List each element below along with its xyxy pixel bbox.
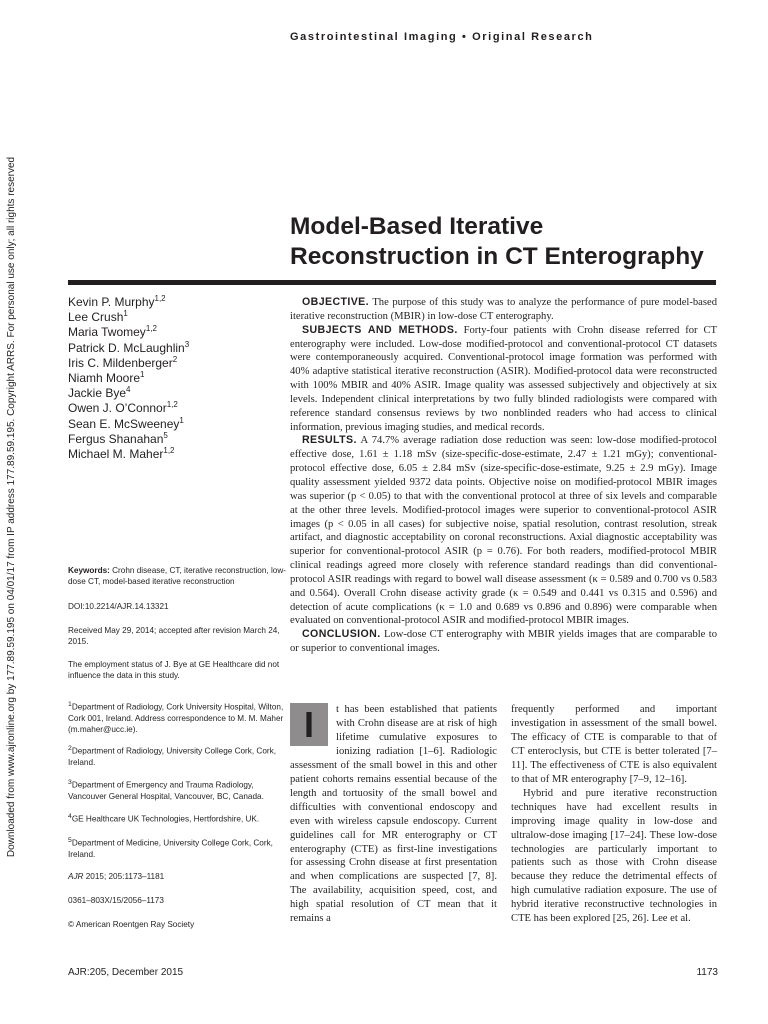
doi: DOI:10.2214/AJR.14.13321 (68, 602, 169, 611)
abstract-conclusion: CONCLUSION. Low-dose CT enterography with MBIR yields images that are comparable to or superior to conventional images. (290, 628, 717, 655)
title-line: Reconstruction in CT Enterography (290, 243, 704, 270)
affiliation: $^2$Department of Radiology, University College Cork, Cork, Ireland. (68, 745, 276, 767)
abstract-objective: OBJECTIVE. The purpose of this study was to analyze the performance of pure model-based iterative reconstruction (MBIR) in low-dose CT enterography. (290, 296, 717, 322)
author: Lee Crush$^1$ (68, 309, 128, 325)
author: Sean E. McSweeney$^1$ (68, 415, 184, 431)
title-rule (68, 280, 716, 285)
abstract (290, 296, 717, 656)
affiliation: $^1$Department of Radiology, Cork University Hospital, Wilton, Cork 001, Ireland. Address correspondence to M. M. Maher (m.maher@ucc.ie). (68, 701, 284, 735)
affiliation: $^5$Department of Medicine, University College Cork, Cork, Ireland. (68, 837, 273, 859)
citation: AJR 2015; 205:1173–1181 (68, 872, 165, 881)
employment-note: The employment status of J. Bye at GE Healthcare did not influence the data in this study. (68, 660, 280, 681)
footer-journal: AJR:205, December 2015 (68, 967, 184, 978)
issn: 0361–803X/15/2056–1173 (68, 896, 164, 905)
section-header: Gastrointestinal Imaging • Original Research (290, 31, 594, 43)
body-column-2: frequently performed and important investigation in assessment of the small bowel. The efficacy of CTE is comparable to that of CT enteroclysis, but CTE is better tolerated [7–11]. The effectiveness of CTE is also equivalent to that of MR enterography [7–9, 12–16]. Hybrid and pure iterative reconstruction techniques have had excellent results in improving image quality in low-dose and ultralow-dose imaging [17–24]. These low-dose technologies are particularly important to patients such as those with Crohn disease because they reduce the detrimental effects of high cumulative radiation exposure. The use of hybrid iterative reconstructive technologies in CTE has been explored [25, 26]. Lee et al. (511, 704, 717, 925)
affiliation: $^4$GE Healthcare UK Technologies, Hertfordshire, UK. (68, 813, 260, 824)
author: Iris C. Mildenberger$^2$ (68, 354, 178, 370)
author: Kevin P. Murphy$^{1,2}$ (68, 294, 166, 309)
article-title (290, 212, 750, 272)
author: Jackie Bye$^4$ (68, 385, 131, 401)
author: Maria Twomey$^{1,2}$ (68, 324, 157, 340)
author: Owen J. O’Connor$^{1,2}$ (68, 400, 178, 416)
author: Patrick D. McLaughlin$^3$ (68, 339, 190, 355)
author: Fergus Shanahan$^5$ (68, 430, 168, 446)
title-line: Model-Based Iterative (290, 213, 544, 240)
drop-cap: I (290, 703, 328, 746)
received-date: Received May 29, 2014; accepted after revision March 24, 2015. (68, 626, 280, 647)
author: Michael M. Maher$^{1,2}$ (68, 446, 175, 462)
body-column-1: I t has been established that patients with Crohn disease are at risk of high lifetime cumulative exposures to ionizing radiation [1–6]. Radiologic assessment of the small bowel in this and other patient cohorts remains essential because of the length and tortuosity of the small bowel and difficulties with conventional endoscopy and even with wireless capsule endoscopy. Current guidelines call for MR enterography or CT enterography (CTE) as first-line investigations for assessing Crohn disease at first presentation and when complications are suspected [7, 8]. The availability, acquisition speed, cost, and high spatial resolution of CT mean that it remains a (290, 704, 497, 925)
keywords: Keywords: Crohn disease, CT, iterative reconstruction, low-dose CT, model-based iterative reconstruction (68, 566, 286, 587)
author: Niamh Moore$^1$ (68, 370, 145, 386)
page-number: 1173 (696, 967, 718, 978)
copyright: © American Roentgen Ray Society (68, 920, 195, 929)
abstract-results: RESULTS. A 74.7% average radiation dose reduction was seen: low-dose modified-protocol effective dose, 1.61 ± 1.18 mSv (size-specific-dose-estimate, 2.47 ± 1.21 mGy); conventional-protocol effective dose, 6.05 ± 2.84 mSv (size-specific-dose-estimate, 9.25 ± 2.9 mGy). Image quality assessment yielded 9372 data points. Objective noise on modified-protocol MBIR images was superior (p < 0.05) to that with the conventional protocol at three of six levels and comparable at the other three levels. Modified-protocol images were superior to conventional-protocol ASIR images (p < 0.05 in all cases) for subjective noise, spatial resolution, contrast resolution, streak artifact, and diagnostic acceptability on coronal reconstructions. Axial diagnostic acceptability was superior for conventional-protocol ASIR (p = 0.76). For both readers, modified-protocol MBIR clinical readings agreed more closely with reference standard readings than did conventional-protocol ASIR readings with regard to bowel wall disease assessment (κ = 0.589 and 0.700 vs 0.583 and 0.564). Overall Crohn disease activity grade (κ = 0.549 and 0.441 vs 0.315 and 0.596) and detection of acute complications (κ = 1.0 and 0.689 vs 0.896 and 0.896) were comparable when evaluated on conventional-protocol ASIR and modified-protocol MBIR images. (290, 434, 717, 627)
affiliation: $^3$Department of Emergency and Trauma Radiology, Vancouver General Hospital, Vancouver, BC, Canada. (68, 779, 264, 801)
author-list (68, 295, 278, 462)
download-notice: Downloaded from www.ajronline.org by 177.89.59.195 on 04/01/17 from IP address 177.89.59.195. Copyright ARRS. For personal use only; all rights reserved (6, 156, 17, 858)
abstract-methods: SUBJECTS AND METHODS. Forty-four patients with Crohn disease referred for CT enterography were included. Low-dose modified-protocol and conventional-protocol CT datasets were contemporaneously acquired. Conventional-protocol image formation was performed with 40% adaptive statistical iterative reconstruction (ASIR). Modified-protocol data were reconstructed with 100% MBIR and 40% ASIR. Image quality was assessed subjectively and objectively at six levels. Independent clinical interpretations by two fully blinded radiologists were compared with reference standard consensus reviews by two nonblinded readers who had access to clinical information, previous imaging studies, and medical records. (290, 323, 717, 433)
